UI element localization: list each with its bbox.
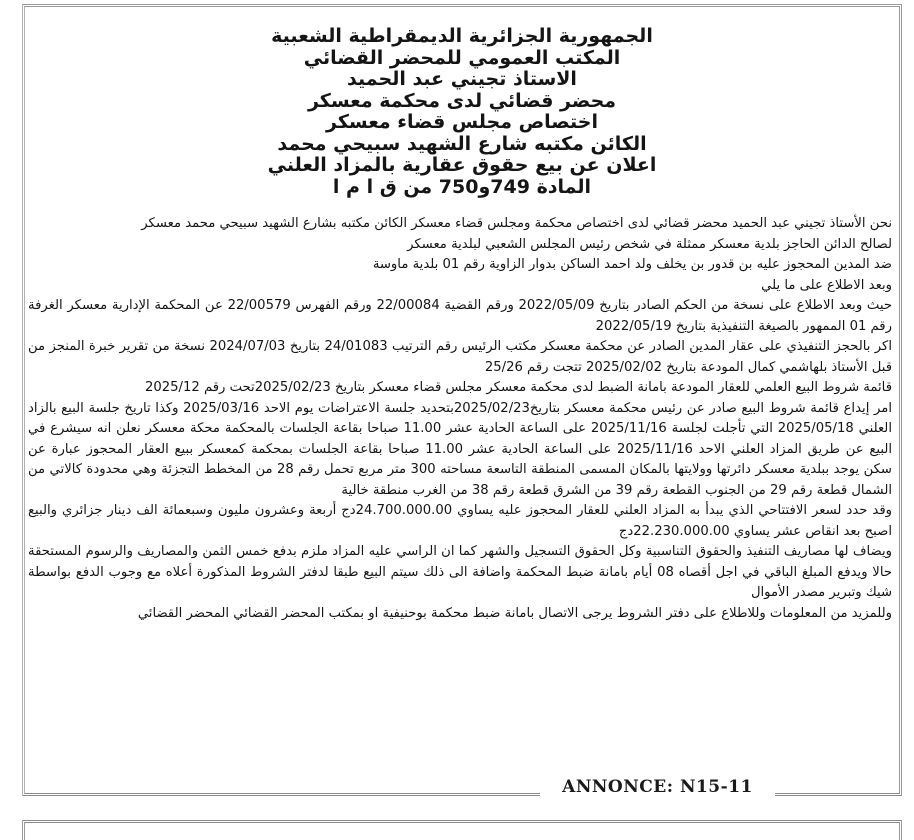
paragraph-debtor: ضد المدين المحجوز عليه بن قدور بن يخلف ولد احمد الساكن بدوار الزاوية رقم 01 بلدية ماوسة [372, 257, 892, 272]
paragraph-creditor: لصالح الدائن الحاجز بلدية معسكر ممثلة في شخص رئيس المجلس الشعبي لبلدية معسكر [407, 236, 892, 252]
header-office: المكتب العمومي للمحضر القضائي [303, 46, 621, 69]
annonce-number: ANNONCE: N15-11 [562, 777, 753, 797]
announcement-header [30, 26, 894, 198]
header-jurisdiction: اختصاص مجلس قضاء معسكر [326, 111, 598, 133]
paragraph-bailiff-intro: نحن الأستاذ تجيني عبد الحميد محضر قضائي لدى اختصاص محكمة ومجلس قضاء معسكر الكائن مكتبه بشارع الشهيد سبيحي محمد معسكر [141, 216, 892, 231]
annonce-label-box [540, 774, 775, 800]
paragraph-contact: وللمزيد من المعلومات وللاطلاع على دفتر الشروط يرجى الاتصال بامانة ضبط محكمة بوحنيفية او بمكتب المحضر القضائي المحضر القضائي [137, 605, 892, 621]
paragraph-fees: ويضاف لها مصاريف التنفيذ والحقوق التناسبية وكل الحقوق التسجيل والشهر كما ان الراسي عليه المزاد ملزم بدفع خمس الثمن والمصاريف والرسوم المستحقة حالا ويدفع المبلغ الباقي في اجل أقصاه 08 أيام بامانة ضبط المحكمة واضافة الى ذلك سيتم البيع طبقا لدفتر الشروط المذكورة أعلاه مع وجوب الدفع بواسطة شيك وتبرير مصدر الأموال [28, 544, 892, 600]
paragraph-opening-price: وقد حدد لسعر الافتتاحي الذي يبدأ به المزاد العلني للعقار المحجوز عليه يساوي 24.700.000.00دج أربعة وعشرون مليون وسبعمائة الف دينار جزائري والبيع اصبح بعد انقاص عشر يساوي 22.230.000.00دج [28, 503, 892, 539]
header-announcement-title: اعلان عن بيع حقوق عقارية بالمزاد العلني [267, 154, 657, 176]
paragraph-judgment: حيث وبعد الاطلاع على نسخة من الحكم الصادر بتاريخ 2022/05/09 ورقم القضية 22/00084 ورقم الفهرس 22/00579 عن المحكمة الإدارية معسكر الغرفة رقم 01 الممهور بالصيغة التنفيذية بتاريخ 2022/05/19 [28, 298, 893, 334]
header-bailiff-name: الاستاذ تجيني عبد الحميد [347, 68, 577, 90]
paragraph-seizure-order: اكر بالحجز التنفيذي على عقار المدين الصادر عن محكمة معسكر مكتب الرئيس رقم الترتيب 24/01083 بتاريخ 2024/07/03 نسخة من تقرير خبرة المنجز من قبل الأستاذ بلهاشمي كمال المودعة بتاريخ 2025/02/02 تتجت رقم 25/26 [28, 339, 892, 375]
header-legal-article: المادة 749و750 من ق ا م ا [332, 175, 592, 198]
paragraph-sale-order: امر إيداع قائمة شروط البيع صادر عن رئيس محكمة معسكر بتاريخ2025/02/23بتحديد جلسة الاعتراضات يوم الاحد 2025/03/16 وكذا تاريخ جلسة البيع بالزاد العلني 2025/05/18 التي تأجلت لجلسة 2025/11/16 على الساعة الحادية عشر 11.00 صباحا بقاعة الجلسات بالمحكمة محكة معسكر نعلن انه سيشرع في البيع عن طريق المزاد العلني الاحد 2025/11/16 على الساعة الحادية عشر 11.00 صباحا بقاعة الجلسات بمحكمة كمعسكر ببيع العقار المحجوز عبارة عن سكن يوجد ببلدية معسكر دائرتها وولايتها بالمكان المسمى المنطقة التاسعة مساحته 300 متر مربع تحمل رقم 28 من المخطط التجزئة وهي محدودة كالاتي من الشمال قطعة رقم 29 من الجنوب القطعة رقم 39 من الشرق قطعة رقم 38 من الغرب منطقة خالية [28, 400, 892, 498]
paragraph-sale-conditions: قائمة شروط البيع العلمي للعقار المودعة بامانة الضبط لدى محكمة معسكر مجلس قضاء معسكر بتاريخ 2025/02/23تحت رقم 2025/12 [144, 380, 892, 395]
header-address: الكائن مكتبه شارع الشهيد سبيحي محمد [277, 132, 647, 155]
header-republic: الجمهورية الجزائرية الديمقراطية الشعبية [271, 25, 653, 47]
header-court: محضر قضائي لدى محكمة معسكر [307, 89, 617, 112]
next-announcement-border [22, 820, 902, 840]
paragraph-review-intro: وبعد الاطلاع على ما يلي [761, 277, 892, 293]
announcement-body [28, 214, 892, 624]
